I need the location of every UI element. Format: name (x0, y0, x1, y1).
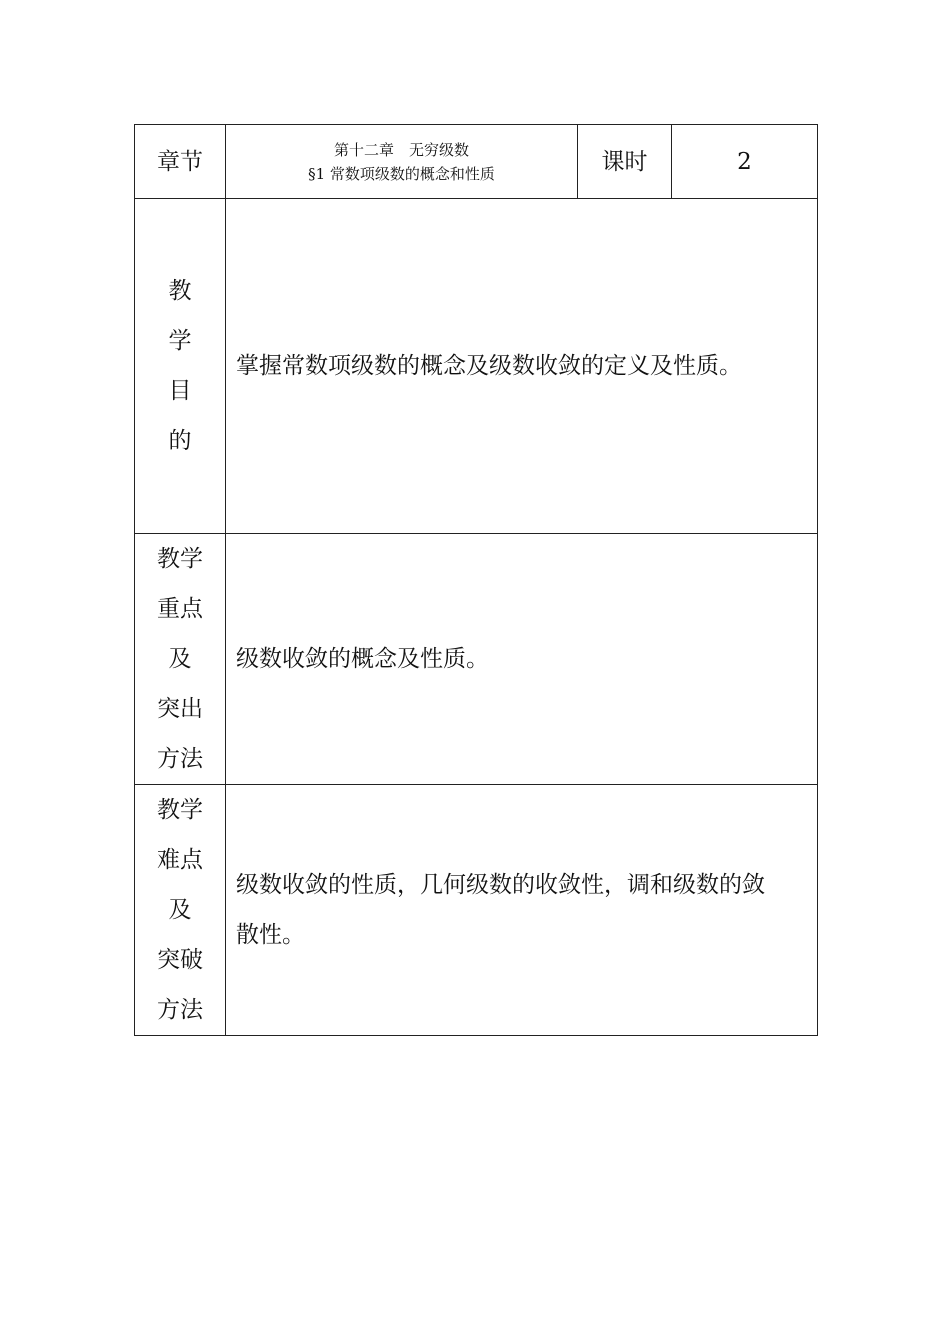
label-line: 方法 (157, 746, 203, 772)
difficult-points-label-cell (135, 785, 226, 1036)
label-line: 方法 (157, 997, 203, 1023)
teaching-objective-content (226, 199, 818, 534)
hours-label-cell (578, 125, 672, 199)
label-line: 重点 (157, 596, 203, 622)
lesson-plan-table (134, 124, 818, 1036)
label-line: 教学 (157, 797, 203, 823)
content-text: 级数收敛的性质，几何级数的收敛性，调和级数的敛 (236, 872, 765, 898)
chapter-title: 第十二章 无穷级数 (333, 140, 469, 159)
difficult-points-content (226, 785, 818, 1036)
chapter-title-cell (226, 125, 578, 199)
label-line: 及 (168, 897, 192, 923)
label-line: 学 (168, 328, 192, 354)
content-text: 级数收敛的概念及性质。 (236, 646, 489, 672)
teaching-objective-row (135, 199, 818, 534)
hours-label: 课时 (601, 148, 648, 175)
label-line: 难点 (157, 847, 203, 873)
content-text: 掌握常数项级数的概念及级数收敛的定义及性质。 (236, 353, 742, 379)
key-points-row (135, 534, 818, 785)
hours-value: 2 (737, 148, 752, 175)
content-text: 散性。 (236, 922, 305, 948)
label-line: 突出 (157, 696, 203, 722)
key-points-content (226, 534, 818, 785)
header-row (135, 125, 818, 199)
hours-value-cell (672, 125, 818, 199)
label-line: 的 (168, 428, 192, 454)
label-line: 及 (168, 646, 192, 672)
chapter-label-cell (135, 125, 226, 199)
label-line: 教学 (157, 546, 203, 572)
label-line: 突破 (157, 947, 203, 973)
label-line: 教 (168, 278, 192, 304)
key-points-label-cell (135, 534, 226, 785)
difficult-points-row (135, 785, 818, 1036)
label-line: 目 (168, 378, 192, 404)
chapter-label: 章节 (157, 148, 203, 175)
teaching-objective-label-cell (135, 199, 226, 534)
section-title: §1 常数项级数的概念和性质 (308, 164, 495, 183)
